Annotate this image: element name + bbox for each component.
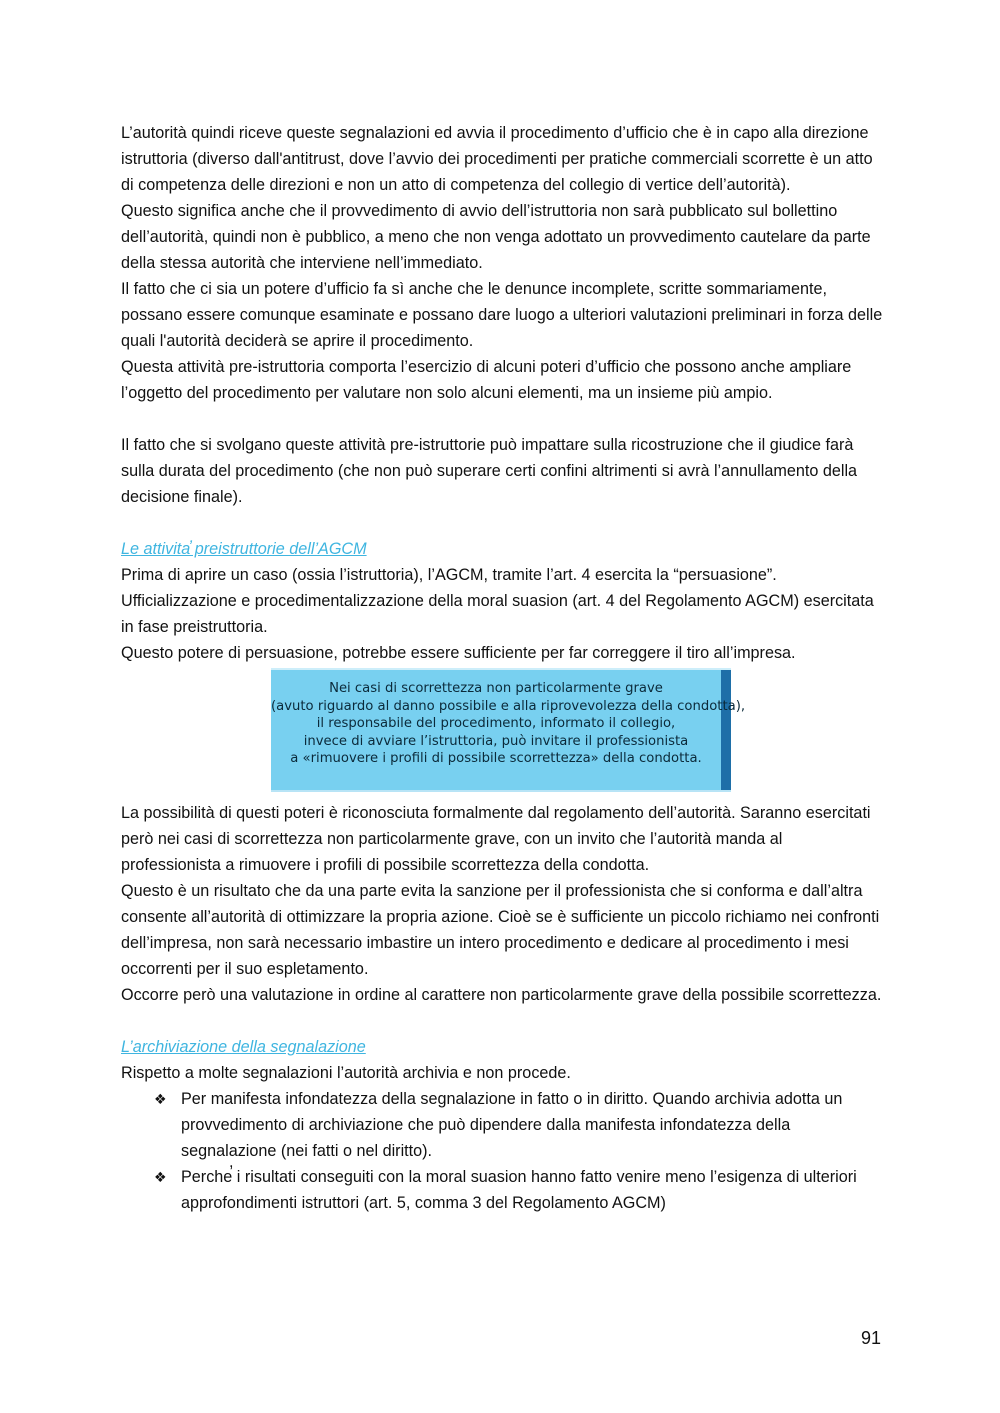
document-body <box>121 120 883 1216</box>
paragraph-persuasione: Prima di aprire un caso (ossia l’istruttoria), l’AGCM, tramite l’art. 4 esercita la “persuasione”. <box>121 566 777 584</box>
figure-line: Nei casi di scorrettezza non particolarmente grave <box>329 681 663 696</box>
section-heading-preistruttorie: Le attivita̕ preistruttorie dell’AGCM <box>121 540 367 558</box>
diamond-bullet-icon: ❖ <box>154 1091 167 1107</box>
diamond-bullet-icon: ❖ <box>154 1169 167 1185</box>
figure-line: a «rimuovere i profili di possibile scorrettezza» della condotta. <box>290 751 702 766</box>
figure-line: invece di avviare l’istruttoria, può invitare il professionista <box>303 733 689 749</box>
figure-line: (avuto riguardo al danno possibile e alla riprovevolezza della condotta), <box>271 698 746 714</box>
paragraph-potere-persuasione: Questo potere di persuasione, potrebbe essere sufficiente per far correggere il tiro all’impresa. <box>121 644 796 662</box>
spacer <box>121 1008 883 1034</box>
section-heading-archiviazione: L’archiviazione della segnalazione <box>121 1038 366 1056</box>
paragraph-valutazione: Occorre però una valutazione in ordine al carattere non particolarmente grave della possibile scorrettezza. <box>121 986 882 1004</box>
list-item-text: Per manifesta infondatezza della segnalazione in fatto o in diritto. Quando archivia adotta un provvedimento di archiviazione che può dipendere dalla manifesta infondatezza della segnalazione (nei fatti o nel diritto). <box>181 1090 843 1160</box>
figure-container <box>121 670 883 792</box>
archiviazione-list <box>121 1086 883 1216</box>
paragraph-intro-4: Questa attività pre-istruttoria comporta l’esercizio di alcuni poteri d’ufficio che possono anche ampliare l’oggetto del procedimento per valutare non solo alcuni elementi, ma un insieme più ampio. <box>121 358 852 402</box>
paragraph-intro-3: Il fatto che ci sia un potere d’ufficio fa sì anche che le denunce incomplete, scritte sommariamente, possano essere comunque esaminate e possano dare luogo a ulteriori valutazioni preliminari in forza delle quali l'autorità deciderà se aprire il procedimento. <box>121 280 883 350</box>
paragraph-risultato: Questo è un risultato che da una parte evita la sanzione per il professionista che si conforma e dall’altra consente all’autorità di ottimizzare la propria azione. Cioè se è sufficiente un piccolo richiamo nei confronti dell’impresa, non sarà necessario imbastire un intero procedimento e dedicare al procedimento i mesi occorrenti per il suo espletamento. <box>121 882 880 978</box>
figure-line: il responsabile del procedimento, informato il collegio, <box>316 716 676 731</box>
paragraph-intro-1: L’autorità quindi riceve queste segnalazioni ed avvia il procedimento d’ufficio che è in capo alla direzione istruttoria (diverso dall'antitrust, dove l’avvio dei procedimenti per pratiche commerciali scorrette è un atto di competenza delle direzioni e non un atto di competenza del collegio di vertice dell’autorità). <box>121 124 873 194</box>
paragraph-moral-suasion: Ufficializzazione e procedimentalizzazione della moral suasion (art. 4 del Regolamento AGCM) esercitata in fase preistruttoria. <box>121 592 874 636</box>
paragraph-possibilita: La possibilità di questi poteri è riconosciuta formalmente dal regolamento dell’autorità. Saranno esercitati però nei casi di scorrettezza non particolarmente grave, con un invito che l’autorità manda al professionista a rimuovere i profili di possibile scorrettezza della condotta. <box>121 804 871 874</box>
paragraph-pre-istruttorie: Il fatto che si svolgano queste attività pre-istruttorie può impattare sulla ricostruzione che il giudice farà sulla durata del procedimento (che non può superare certi confini altrimenti si avrà l’annullamento della decisione finale). <box>121 436 858 506</box>
figure-text <box>271 680 746 768</box>
list-item <box>121 1086 883 1164</box>
list-item-text: Perche̕ i risultati conseguiti con la moral suasion hanno fatto venire meno l’esigenza di ulteriori approfondimenti istruttori (art. 5, comma 3 del Regolamento AGCM) <box>181 1168 857 1212</box>
regulation-excerpt-figure <box>271 670 746 790</box>
paragraph-archiviazione-intro: Rispetto a molte segnalazioni l’autorità archivia e non procede. <box>121 1064 571 1082</box>
spacer <box>121 510 883 536</box>
paragraph-intro-2: Questo significa anche che il provvedimento di avvio dell’istruttoria non sarà pubblicato sul bollettino dell’autorità, quindi non è pubblico, a meno che non venga adottato un provvedimento cautelare da parte della stessa autorità che interviene nell’immediato. <box>121 202 871 272</box>
page-number: 91 <box>860 1328 881 1348</box>
spacer <box>121 406 883 432</box>
list-item <box>121 1164 883 1216</box>
